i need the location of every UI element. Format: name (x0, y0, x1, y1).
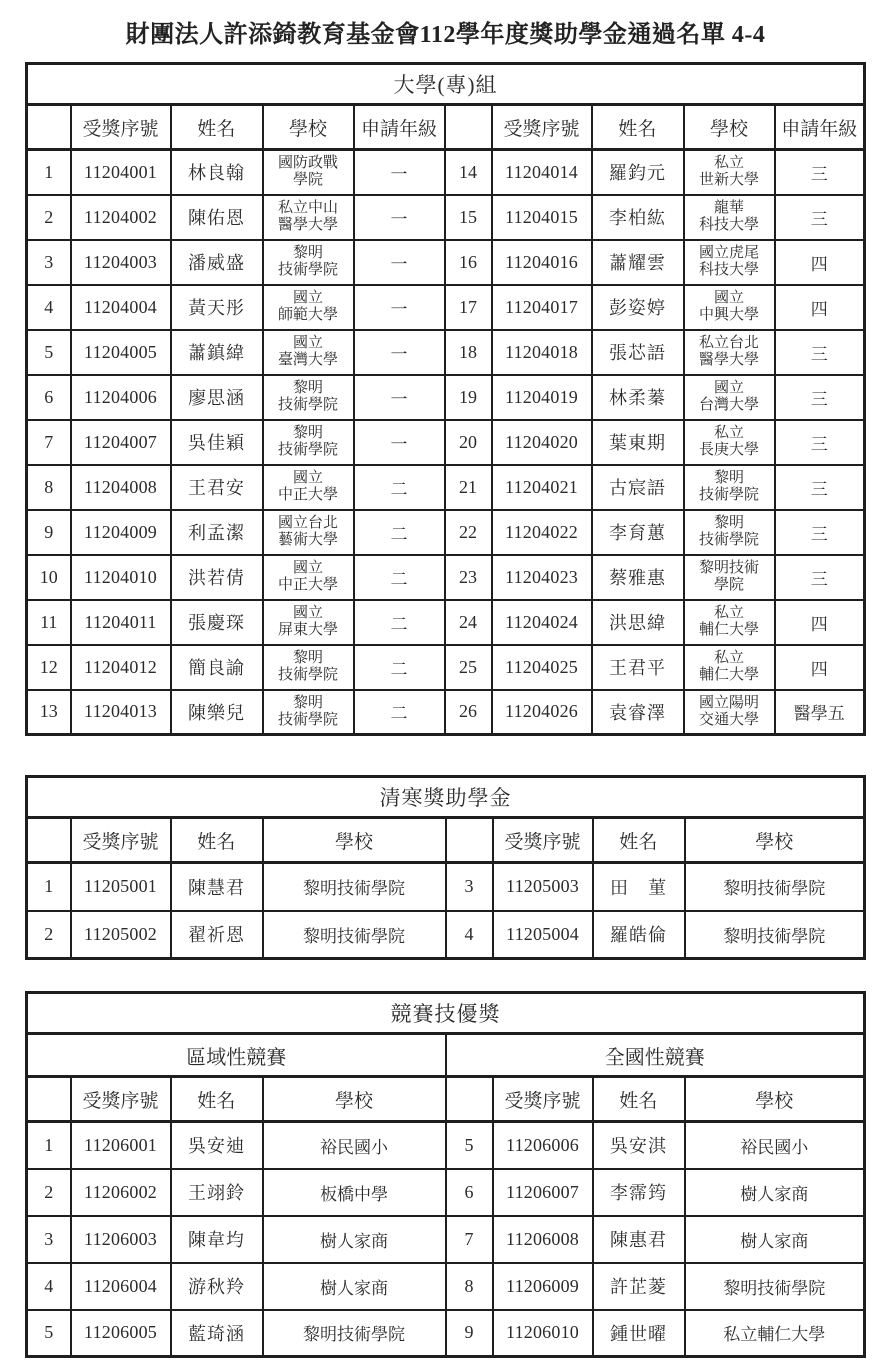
cell-school: 私立 輔仁大學 (684, 645, 775, 690)
row-number-header (446, 1077, 493, 1122)
university-group-table (25, 62, 866, 736)
cell-grade: 三 (775, 330, 865, 375)
table-row (27, 375, 865, 420)
table-row (27, 240, 865, 285)
column-header: 姓名 (592, 105, 684, 150)
cell-grade: 三 (775, 375, 865, 420)
cell-row-number: 6 (27, 375, 71, 420)
cell-school: 黎明 技術學院 (263, 420, 354, 465)
cell-award-id: 11205004 (493, 911, 593, 959)
column-header: 學校 (263, 818, 446, 863)
cell-school: 私立輔仁大學 (685, 1310, 865, 1357)
cell-student-name: 李霈筠 (593, 1169, 685, 1216)
cell-student-name: 陳佑恩 (171, 195, 263, 240)
cell-award-id: 11206003 (71, 1216, 171, 1263)
cell-row-number: 9 (446, 1310, 493, 1357)
cell-award-id: 11204014 (492, 150, 592, 195)
cell-student-name: 古宸語 (592, 465, 684, 510)
column-header: 受獎序號 (493, 1077, 593, 1122)
cell-student-name: 翟祈恩 (171, 911, 263, 959)
group-header-row (27, 1034, 865, 1077)
cell-row-number: 21 (445, 465, 492, 510)
row-number-header (446, 818, 493, 863)
cell-row-number: 9 (27, 510, 71, 555)
cell-row-number: 8 (446, 1263, 493, 1310)
cell-student-name: 葉東期 (592, 420, 684, 465)
cell-row-number: 26 (445, 690, 492, 735)
cell-award-id: 11204010 (71, 555, 171, 600)
column-header: 申請年級 (354, 105, 445, 150)
cell-award-id: 11205002 (71, 911, 171, 959)
cell-school: 樹人家商 (263, 1216, 446, 1263)
cell-grade: 一 (354, 195, 445, 240)
cell-row-number: 23 (445, 555, 492, 600)
cell-row-number: 3 (27, 240, 71, 285)
cell-student-name: 李柏紘 (592, 195, 684, 240)
column-header-row (27, 1077, 865, 1122)
cell-student-name: 鍾世曜 (593, 1310, 685, 1357)
column-header: 姓名 (593, 1077, 685, 1122)
cell-grade: 四 (775, 645, 865, 690)
table-row (27, 420, 865, 465)
table-row (27, 285, 865, 330)
table-row (27, 911, 865, 959)
cell-award-id: 11204007 (71, 420, 171, 465)
cell-award-id: 11204011 (71, 600, 171, 645)
column-header: 學校 (685, 818, 865, 863)
cell-school: 國立台北 藝術大學 (263, 510, 354, 555)
cell-award-id: 11204021 (492, 465, 592, 510)
row-number-header (27, 105, 71, 150)
cell-award-id: 11204026 (492, 690, 592, 735)
column-header: 學校 (263, 1077, 446, 1122)
cell-school: 國立 台灣大學 (684, 375, 775, 420)
cell-row-number: 25 (445, 645, 492, 690)
cell-award-id: 11204001 (71, 150, 171, 195)
cell-student-name: 陳惠君 (593, 1216, 685, 1263)
cell-student-name: 陳樂兒 (171, 690, 263, 735)
cell-grade: 一 (354, 285, 445, 330)
cell-school: 樹人家商 (263, 1263, 446, 1310)
cell-school: 國立 中興大學 (684, 285, 775, 330)
column-header: 學校 (684, 105, 775, 150)
cell-student-name: 潘威盛 (171, 240, 263, 285)
cell-award-id: 11204008 (71, 465, 171, 510)
cell-grade: 一 (354, 150, 445, 195)
cell-row-number: 19 (445, 375, 492, 420)
section-title: 大學(專)組 (27, 64, 865, 105)
cell-grade: 四 (775, 600, 865, 645)
cell-row-number: 5 (27, 1310, 71, 1357)
cell-row-number: 14 (445, 150, 492, 195)
cell-award-id: 11204024 (492, 600, 592, 645)
cell-school: 私立 輔仁大學 (684, 600, 775, 645)
cell-school: 黎明 技術學院 (263, 690, 354, 735)
cell-student-name: 王翊鈴 (171, 1169, 263, 1216)
cell-student-name: 蕭耀雲 (592, 240, 684, 285)
row-number-header (27, 1077, 71, 1122)
cell-school: 國立 臺灣大學 (263, 330, 354, 375)
cell-student-name: 吳安淇 (593, 1122, 685, 1169)
cell-award-id: 11204019 (492, 375, 592, 420)
section-title-row (27, 993, 865, 1034)
cell-row-number: 1 (27, 1122, 71, 1169)
cell-row-number: 20 (445, 420, 492, 465)
cell-award-id: 11204004 (71, 285, 171, 330)
cell-row-number: 1 (27, 150, 71, 195)
cell-award-id: 11204023 (492, 555, 592, 600)
table-row (27, 690, 865, 735)
table-row (27, 863, 865, 911)
cell-school: 黎明 技術學院 (263, 240, 354, 285)
cell-award-id: 11206010 (493, 1310, 593, 1357)
cell-student-name: 黃天彤 (171, 285, 263, 330)
cell-award-id: 11206007 (493, 1169, 593, 1216)
column-header: 受獎序號 (493, 818, 593, 863)
cell-row-number: 3 (446, 863, 493, 911)
column-header: 受獎序號 (71, 1077, 171, 1122)
cell-award-id: 11204020 (492, 420, 592, 465)
cell-row-number: 22 (445, 510, 492, 555)
cell-award-id: 11204002 (71, 195, 171, 240)
cell-award-id: 11204025 (492, 645, 592, 690)
cell-award-id: 11206009 (493, 1263, 593, 1310)
cell-student-name: 洪若倩 (171, 555, 263, 600)
cell-school: 樹人家商 (685, 1216, 865, 1263)
cell-school: 樹人家商 (685, 1169, 865, 1216)
cell-school: 國立陽明 交通大學 (684, 690, 775, 735)
cell-grade: 三 (775, 510, 865, 555)
cell-row-number: 16 (445, 240, 492, 285)
cell-row-number: 15 (445, 195, 492, 240)
cell-school: 國立虎尾 科技大學 (684, 240, 775, 285)
cell-award-id: 11204018 (492, 330, 592, 375)
table-row (27, 1216, 865, 1263)
cell-row-number: 13 (27, 690, 71, 735)
cell-student-name: 陳韋均 (171, 1216, 263, 1263)
cell-student-name: 廖思涵 (171, 375, 263, 420)
cell-school: 黎明技術學院 (263, 911, 446, 959)
cell-student-name: 林柔蓁 (592, 375, 684, 420)
cell-school: 私立 長庚大學 (684, 420, 775, 465)
cell-row-number: 8 (27, 465, 71, 510)
group-header-left: 區域性競賽 (27, 1034, 446, 1077)
cell-student-name: 陳慧君 (171, 863, 263, 911)
cell-grade: 二 (354, 510, 445, 555)
cell-row-number: 4 (27, 285, 71, 330)
cell-grade: 四 (775, 285, 865, 330)
cell-student-name: 蔡雅惠 (592, 555, 684, 600)
cell-award-id: 11204015 (492, 195, 592, 240)
cell-student-name: 羅鈞元 (592, 150, 684, 195)
section-title-row (27, 777, 865, 818)
cell-row-number: 4 (446, 911, 493, 959)
column-header: 申請年級 (775, 105, 865, 150)
page-title: 財團法人許添錡教育基金會112學年度獎助學金通過名單 4-4 (125, 22, 766, 48)
section-title-row (27, 64, 865, 105)
cell-row-number: 12 (27, 645, 71, 690)
cell-row-number: 3 (27, 1216, 71, 1263)
column-header: 姓名 (171, 818, 263, 863)
cell-award-id: 11204005 (71, 330, 171, 375)
cell-student-name: 吳安迪 (171, 1122, 263, 1169)
cell-row-number: 11 (27, 600, 71, 645)
table-row (27, 555, 865, 600)
cell-school: 國立 中正大學 (263, 465, 354, 510)
cell-row-number: 10 (27, 555, 71, 600)
cell-grade: 三 (775, 195, 865, 240)
cell-award-id: 11205001 (71, 863, 171, 911)
cell-school: 國立 中正大學 (263, 555, 354, 600)
cell-row-number: 7 (27, 420, 71, 465)
group-header-right: 全國性競賽 (446, 1034, 865, 1077)
column-header: 學校 (685, 1077, 865, 1122)
cell-student-name: 彭姿婷 (592, 285, 684, 330)
cell-student-name: 許芷菱 (593, 1263, 685, 1310)
column-header: 姓名 (171, 1077, 263, 1122)
cell-award-id: 11204013 (71, 690, 171, 735)
cell-award-id: 11206004 (71, 1263, 171, 1310)
cell-student-name: 林良翰 (171, 150, 263, 195)
cell-school: 板橋中學 (263, 1169, 446, 1216)
cell-award-id: 11204022 (492, 510, 592, 555)
cell-grade: 四 (775, 240, 865, 285)
cell-row-number: 7 (446, 1216, 493, 1263)
row-number-header (27, 818, 71, 863)
cell-student-name: 游秋羚 (171, 1263, 263, 1310)
table-row (27, 465, 865, 510)
cell-grade: 二 (354, 555, 445, 600)
cell-award-id: 11204016 (492, 240, 592, 285)
column-header-row (27, 818, 865, 863)
cell-award-id: 11206001 (71, 1122, 171, 1169)
table-row (27, 1263, 865, 1310)
column-header-row (27, 105, 865, 150)
cell-grade: 二 (354, 645, 445, 690)
cell-award-id: 11206008 (493, 1216, 593, 1263)
cell-student-name: 張芯語 (592, 330, 684, 375)
cell-school: 裕民國小 (263, 1122, 446, 1169)
cell-student-name: 利孟潔 (171, 510, 263, 555)
cell-award-id: 11204017 (492, 285, 592, 330)
cell-row-number: 2 (27, 195, 71, 240)
cell-award-id: 11204012 (71, 645, 171, 690)
table-row (27, 330, 865, 375)
cell-student-name: 王君平 (592, 645, 684, 690)
cell-school: 黎明技術 學院 (684, 555, 775, 600)
cell-row-number: 6 (446, 1169, 493, 1216)
cell-row-number: 24 (445, 600, 492, 645)
cell-award-id: 11204003 (71, 240, 171, 285)
row-number-header (445, 105, 492, 150)
cell-grade: 三 (775, 465, 865, 510)
cell-school: 國立 屏東大學 (263, 600, 354, 645)
table-row (27, 1310, 865, 1357)
cell-student-name: 洪思緯 (592, 600, 684, 645)
cell-school: 黎明技術學院 (685, 911, 865, 959)
cell-student-name: 李育蕙 (592, 510, 684, 555)
cell-school: 私立中山 醫學大學 (263, 195, 354, 240)
cell-row-number: 2 (27, 911, 71, 959)
cell-school: 黎明技術學院 (685, 1263, 865, 1310)
cell-school: 黎明 技術學院 (684, 510, 775, 555)
column-header: 受獎序號 (71, 818, 171, 863)
hardship-scholarship-table (25, 775, 866, 960)
table-row (27, 1122, 865, 1169)
cell-award-id: 11206005 (71, 1310, 171, 1357)
cell-grade: 一 (354, 375, 445, 420)
cell-grade: 二 (354, 465, 445, 510)
table-row (27, 645, 865, 690)
cell-row-number: 18 (445, 330, 492, 375)
section-title: 競賽技優獎 (27, 993, 865, 1034)
table-row (27, 195, 865, 240)
cell-grade: 三 (775, 150, 865, 195)
cell-school: 黎明技術學院 (263, 863, 446, 911)
cell-student-name: 羅皓倫 (593, 911, 685, 959)
cell-award-id: 11205003 (493, 863, 593, 911)
column-header: 姓名 (593, 818, 685, 863)
cell-row-number: 5 (446, 1122, 493, 1169)
competition-award-table (25, 991, 866, 1358)
cell-row-number: 1 (27, 863, 71, 911)
cell-school: 國立 師範大學 (263, 285, 354, 330)
table-row (27, 1169, 865, 1216)
table-row (27, 510, 865, 555)
cell-award-id: 11206006 (493, 1122, 593, 1169)
cell-student-name: 藍琦涵 (171, 1310, 263, 1357)
cell-school: 黎明 技術學院 (684, 465, 775, 510)
cell-row-number: 5 (27, 330, 71, 375)
table-row (27, 150, 865, 195)
cell-student-name: 袁睿澤 (592, 690, 684, 735)
cell-student-name: 簡良諭 (171, 645, 263, 690)
column-header: 姓名 (171, 105, 263, 150)
cell-grade: 一 (354, 330, 445, 375)
cell-school: 私立台北 醫學大學 (684, 330, 775, 375)
cell-row-number: 2 (27, 1169, 71, 1216)
cell-school: 裕民國小 (685, 1122, 865, 1169)
cell-school: 私立 世新大學 (684, 150, 775, 195)
cell-student-name: 張慶琛 (171, 600, 263, 645)
cell-award-id: 11206002 (71, 1169, 171, 1216)
cell-school: 黎明 技術學院 (263, 645, 354, 690)
cell-award-id: 11204009 (71, 510, 171, 555)
column-header: 受獎序號 (492, 105, 592, 150)
cell-student-name: 田 菫 (593, 863, 685, 911)
cell-row-number: 17 (445, 285, 492, 330)
cell-grade: 一 (354, 240, 445, 285)
cell-student-name: 王君安 (171, 465, 263, 510)
cell-school: 國防政戰 學院 (263, 150, 354, 195)
cell-grade: 二 (354, 600, 445, 645)
column-header: 學校 (263, 105, 354, 150)
cell-school: 黎明 技術學院 (263, 375, 354, 420)
section-title: 清寒獎助學金 (27, 777, 865, 818)
table-row (27, 600, 865, 645)
cell-grade: 三 (775, 420, 865, 465)
cell-award-id: 11204006 (71, 375, 171, 420)
cell-school: 龍華 科技大學 (684, 195, 775, 240)
cell-row-number: 4 (27, 1263, 71, 1310)
column-header: 受獎序號 (71, 105, 171, 150)
cell-student-name: 蕭鎮緯 (171, 330, 263, 375)
cell-grade: 一 (354, 420, 445, 465)
cell-grade: 醫學五 (775, 690, 865, 735)
cell-school: 黎明技術學院 (685, 863, 865, 911)
cell-grade: 三 (775, 555, 865, 600)
cell-student-name: 吳佳穎 (171, 420, 263, 465)
cell-school: 黎明技術學院 (263, 1310, 446, 1357)
cell-grade: 二 (354, 690, 445, 735)
